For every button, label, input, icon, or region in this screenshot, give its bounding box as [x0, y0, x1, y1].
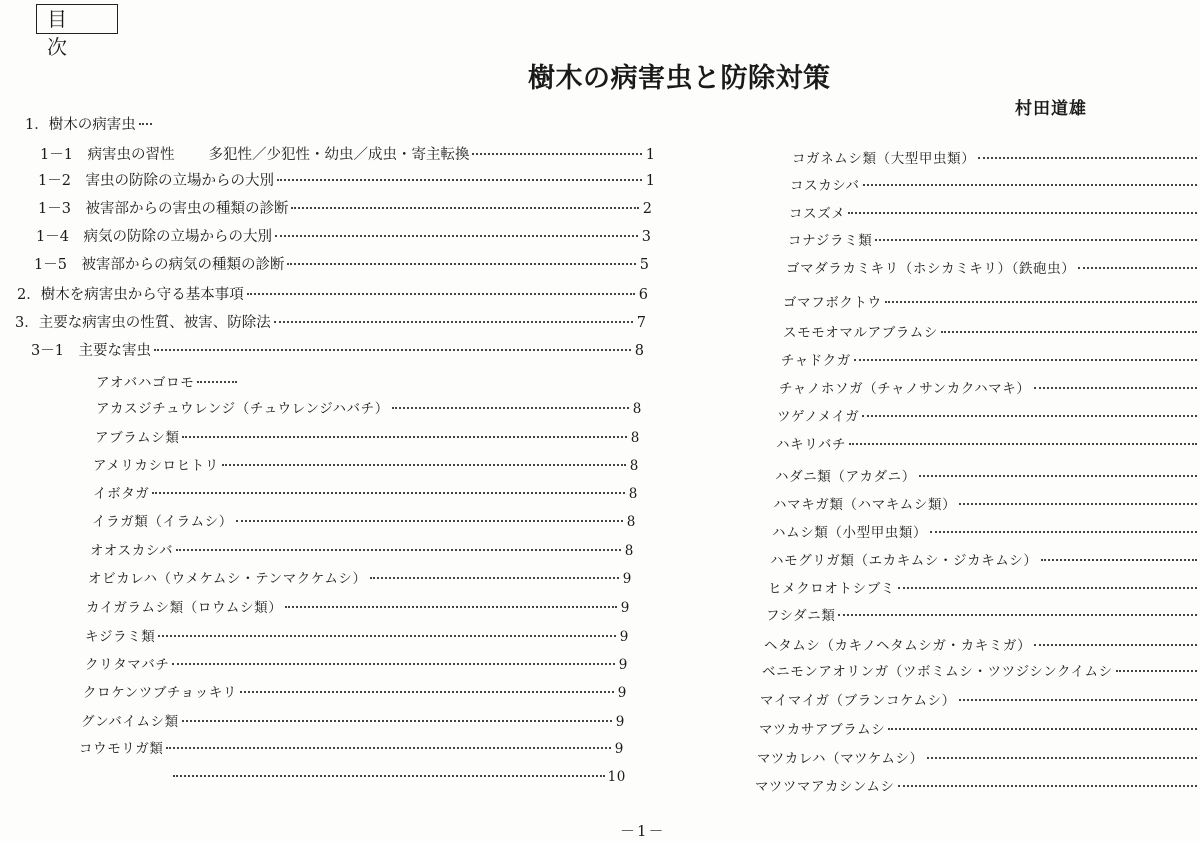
entry-title: 主要な害虫: [78, 343, 151, 359]
dot-leader: [959, 503, 1197, 505]
right-toc-entry: [783, 292, 1200, 316]
entry-title: アオバハゴロモ: [96, 375, 195, 391]
entry-title: ハモグリガ類（エカキムシ・ジカキムシ）: [770, 553, 1038, 569]
toc-entry-line: [777, 406, 1200, 428]
page-number: 9: [615, 714, 625, 730]
document-title: 樹木の病害虫と防除対策: [528, 63, 831, 94]
dot-leader: [959, 699, 1197, 701]
entry-title: マツカレハ（マツケムシ）: [757, 751, 924, 767]
page-number: 9: [619, 629, 629, 645]
entry-title: コナジラミ類: [788, 233, 873, 249]
dot-leader: [898, 587, 1197, 589]
section-number: 1－5: [34, 257, 82, 273]
page-number: 8: [629, 458, 639, 474]
toc-entry-line: [760, 690, 1200, 712]
entry-title: イラガ類（イラムシ）: [92, 514, 233, 530]
section-number: 2．: [17, 287, 41, 303]
dot-leader: [1116, 670, 1197, 672]
right-toc-entry: [786, 258, 1200, 282]
toc-entry-line: [768, 578, 1200, 600]
entry-title: グンバイムシ類: [81, 714, 179, 730]
section-number: 3．: [15, 315, 39, 331]
toc-entry-line: [792, 148, 1200, 170]
page-number: 8: [626, 514, 636, 530]
toc-entry-line: [788, 230, 1200, 252]
author-name: 村田道雄: [1015, 99, 1087, 119]
right-toc-entry: [792, 148, 1200, 172]
right-toc-entry: [759, 719, 1200, 743]
page-number: 7: [636, 315, 646, 331]
page-number: 6: [638, 287, 648, 303]
section-number: 1－3: [38, 201, 86, 217]
right-toc-entry: [760, 690, 1200, 714]
entry-title: コガネムシ類（大型甲虫類）: [792, 151, 976, 167]
dot-leader: [848, 212, 1197, 214]
entry-title: オオスカシバ: [90, 543, 174, 559]
entry-title: 害虫の防除の立場からの大別: [85, 173, 274, 189]
page-number: 9: [622, 571, 632, 587]
entry-title: オビカレハ（ウメケムシ・テンマクケムシ）: [88, 571, 367, 587]
toc-entry-line: [790, 175, 1200, 197]
entry-title: ハキリバチ: [776, 437, 847, 453]
toc-entry-line: [773, 494, 1200, 516]
page-number: 3: [641, 229, 651, 245]
entry-title: アメリカシロヒトリ: [93, 458, 219, 474]
page-number: 8: [628, 486, 638, 502]
toc-entry-line: [783, 292, 1200, 314]
dot-leader: [978, 157, 1197, 159]
toc-entry-line: [757, 748, 1200, 770]
page-number: 2: [642, 201, 652, 217]
dot-leader: [875, 239, 1197, 241]
dot-leader: [862, 415, 1197, 417]
toc-entry-line: [772, 522, 1200, 544]
entry-title: 病気の防除の立場からの大別: [83, 229, 272, 245]
entry-title: フシダニ類: [766, 608, 836, 624]
right-toc-entry: [776, 434, 1200, 458]
entry-title: マツカサアブラムシ: [759, 722, 886, 738]
right-toc-entry: [770, 550, 1200, 574]
toc-entry-line: [776, 434, 1200, 456]
entry-title: コウモリガ類: [79, 741, 164, 757]
toc-entry-line: [755, 776, 1200, 798]
dot-leader: [930, 531, 1197, 533]
page-number: 8: [630, 430, 640, 446]
entry-subtopics: 多犯性／少犯性・幼虫／成虫・寄主転換: [208, 147, 470, 163]
entry-title: ハマキガ類（ハマキムシ類）: [773, 497, 957, 513]
toc-entry-line: [779, 378, 1200, 400]
page-number: 1: [645, 147, 655, 163]
entry-title: ゴマフボクトウ: [783, 295, 882, 311]
entry-title: ハダニ類（アカダニ）: [775, 469, 916, 485]
entry-title: 樹木を病害虫から守る基本事項: [40, 287, 244, 303]
right-toc-entry: [790, 175, 1200, 199]
page-number: 9: [617, 685, 627, 701]
right-toc-entry: [779, 378, 1200, 402]
dot-leader: [854, 359, 1197, 361]
dot-leader: [919, 475, 1197, 477]
entry-title: クロケンツブチョッキリ: [83, 685, 238, 701]
entry-title: コスズメ: [789, 206, 846, 222]
page-number: 10: [607, 769, 626, 785]
dot-leader: [863, 184, 1197, 186]
page-number: 9: [614, 741, 624, 757]
dot-leader: [1078, 267, 1197, 269]
page-number: 9: [620, 600, 630, 616]
entry-title: ゴマダラカミキリ（ホシカミキリ）（鉄砲虫）: [786, 261, 1076, 277]
dot-leader: [1041, 559, 1198, 561]
right-toc-entry: [762, 661, 1200, 685]
toc-entry-line: [770, 550, 1200, 572]
entry-title: ヒメクロオトシブミ: [768, 581, 895, 597]
entry-title: 被害部からの病気の種類の診断: [81, 257, 285, 273]
dot-leader: [885, 301, 1197, 303]
entry-title: 樹木の病害虫: [48, 117, 136, 133]
section-number: 1．: [25, 117, 49, 133]
toc-entry-line: [781, 350, 1200, 372]
entry-title: マツツマアカシンムシ: [755, 779, 895, 795]
entry-title: アブラムシ類: [95, 430, 180, 446]
entry-title: 病害虫の習性: [87, 147, 175, 163]
entry-title: スモモオマルアブラムシ: [783, 325, 938, 341]
dot-leader: [888, 728, 1197, 730]
entry-title: ヘタムシ（カキノヘタムシガ・カキミガ）: [764, 638, 1032, 654]
right-toc-entry: [781, 350, 1200, 374]
toc-entry-line: [786, 258, 1200, 280]
page-number: 8: [632, 401, 642, 417]
entry-title: ツゲノメイガ: [777, 409, 860, 425]
right-toc-entry: [768, 578, 1200, 602]
entry-title: カイガラムシ類（ロウムシ類）: [86, 600, 283, 616]
right-toc-entry: [789, 203, 1200, 227]
page-number: 5: [639, 257, 649, 273]
entry-title: チャドクガ: [781, 353, 851, 369]
toc-entry-line: [764, 635, 1200, 657]
right-toc-entry: [777, 406, 1200, 430]
toc-entry-line: [759, 719, 1200, 741]
right-toc-entry: [783, 322, 1200, 346]
section-number: 1－2: [38, 173, 86, 189]
right-toc-entry: [757, 748, 1200, 772]
page-number: 8: [634, 343, 644, 359]
right-toc-entry: [775, 466, 1200, 490]
section-number: 1－4: [36, 229, 84, 245]
page-number: 9: [618, 657, 628, 673]
entry-title: クリタマバチ: [85, 657, 170, 673]
entry-title: アカスジチュウレンジ（チュウレンジハバチ）: [96, 401, 389, 417]
dot-leader: [849, 443, 1197, 445]
right-toc-entry: [788, 230, 1200, 254]
section-number: 3－1: [31, 343, 79, 359]
toc-entry-line: [766, 605, 1200, 627]
entry-title: チャノホソガ（チャノサンカクハマキ）: [779, 381, 1031, 397]
dot-leader: [1034, 644, 1197, 646]
toc-entry-line: [775, 466, 1200, 488]
dot-leader: [941, 331, 1197, 333]
entry-title: ベニモンアオリンガ（ツボミムシ・ツツジシンクイムシ: [762, 664, 1113, 680]
entry-title: 被害部からの害虫の種類の診断: [85, 201, 289, 217]
entry-title: キジラミ類: [85, 629, 156, 645]
dot-leader: [838, 614, 1197, 616]
toc-entry-line: [789, 203, 1200, 225]
entry-title: イボタガ: [93, 486, 150, 502]
toc-entry-line: [762, 661, 1200, 683]
entry-title: 主要な病害虫の性質、被害、防除法: [38, 315, 271, 331]
right-toc-entry: [755, 776, 1200, 800]
page-number: 1: [645, 173, 655, 189]
right-toc-entry: [772, 522, 1200, 546]
dot-leader: [1034, 387, 1197, 389]
page-number: 8: [624, 543, 634, 559]
right-toc-entry: [766, 605, 1200, 629]
entry-title: ハムシ類（小型甲虫類）: [772, 525, 928, 541]
right-toc-entry: [773, 494, 1200, 518]
page-number-footer: －1－: [620, 822, 666, 840]
section-number: 1－1: [40, 147, 88, 163]
entry-title: コスカシバ: [790, 178, 860, 194]
dot-leader: [927, 757, 1197, 759]
entry-title: マイマイガ（ブランコケムシ）: [760, 693, 956, 709]
toc-heading-box: 目 次: [36, 4, 118, 34]
toc-entry-line: [783, 322, 1200, 344]
dot-leader: [898, 785, 1197, 787]
right-toc-entry: [764, 635, 1200, 659]
